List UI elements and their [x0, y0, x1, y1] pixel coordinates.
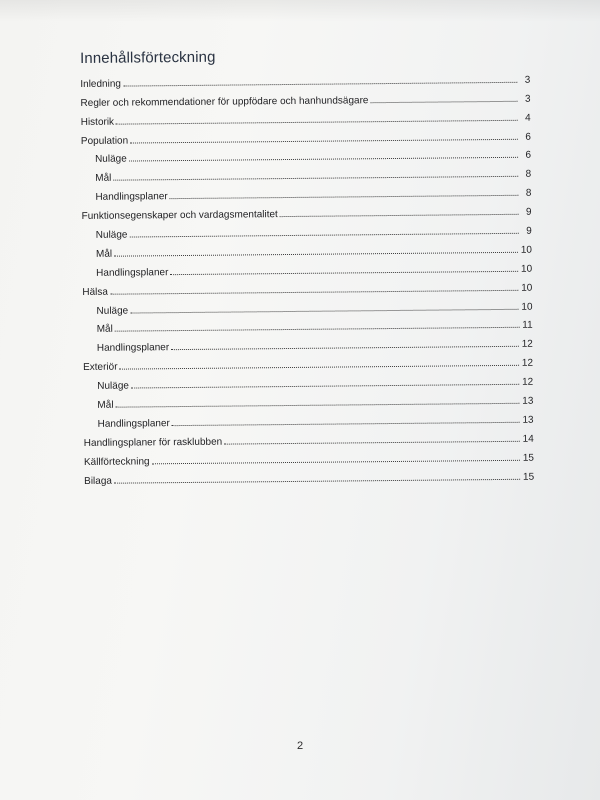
toc-entry-page: 8 — [525, 169, 532, 181]
toc-entry-label: Handlingsplaner — [95, 191, 168, 204]
toc-entry-page: 4 — [525, 112, 531, 124]
toc-entry-label: Handlingsplaner för rasklubben — [83, 436, 223, 449]
dot-leader — [280, 214, 519, 217]
toc-entry-page: 10 — [521, 301, 533, 313]
toc-entry-page: 12 — [522, 376, 534, 388]
toc-entry-page: 9 — [525, 206, 532, 218]
toc-entry-page: 10 — [521, 282, 533, 294]
toc-entry-page: 8 — [525, 187, 532, 199]
toc-list — [80, 67, 534, 487]
toc-entry-label: Nuläge — [95, 229, 128, 241]
toc-entry-page: 13 — [522, 395, 534, 407]
toc-entry-label: Funktionsegenskaper och vardagsmentalitet — [81, 209, 278, 223]
toc-entry-label: Bilaga — [84, 475, 113, 487]
toc-entry-page: 14 — [522, 433, 534, 445]
toc-entry-label: Nuläge — [96, 305, 129, 317]
toc-entry-label: Inledning — [80, 78, 121, 90]
toc-entry-label: Handlingsplaner — [96, 266, 169, 279]
toc-entry-page: 9 — [526, 225, 532, 237]
toc-entry-page: 15 — [522, 471, 535, 483]
toc-entry-label: Exteriör — [82, 361, 118, 374]
toc-entry-page: 11 — [522, 320, 533, 332]
toc-entry-page: 12 — [521, 357, 534, 370]
page-shadow — [0, 0, 600, 22]
table-of-contents — [80, 46, 534, 487]
toc-entry-page: 15 — [522, 452, 534, 464]
toc-entry-page: 10 — [520, 263, 533, 275]
toc-entry-page: 3 — [524, 93, 531, 105]
toc-entry-page: 12 — [521, 339, 533, 351]
toc-entry-label: Mål — [95, 173, 112, 185]
dot-leader — [370, 101, 517, 103]
toc-entry-label: Mål — [96, 324, 113, 336]
toc-entry-label: Nuläge — [95, 154, 127, 166]
dot-leader — [224, 441, 519, 445]
toc-entry-page: 13 — [522, 414, 534, 426]
toc-entry-label: Hälsa — [82, 286, 108, 298]
toc-entry-page: 6 — [525, 131, 531, 143]
toc-entry-label: Handlingsplaner — [96, 342, 170, 355]
toc-entry-label: Regler och rekommendationer för uppfödare och hanhundsägare — [80, 95, 369, 109]
toc-heading: Innehållsförteckning — [80, 48, 216, 67]
toc-entry-bilaga[interactable] — [84, 463, 534, 486]
toc-entry-label: Historik — [80, 116, 115, 128]
toc-entry-page: 3 — [524, 74, 531, 86]
toc-entry-label: Källförteckning — [83, 456, 150, 468]
toc-entry-label: Handlingsplaner — [97, 418, 170, 430]
page-number: 2 — [296, 740, 304, 752]
dot-leader — [114, 478, 520, 483]
toc-entry-label: Nuläge — [97, 380, 129, 392]
toc-entry-label: Mål — [95, 248, 113, 260]
toc-entry-label: Population — [80, 135, 129, 147]
toc-entry-label: Mål — [97, 399, 114, 411]
toc-entry-page: 10 — [520, 244, 532, 256]
toc-entry-page: 6 — [525, 150, 532, 162]
